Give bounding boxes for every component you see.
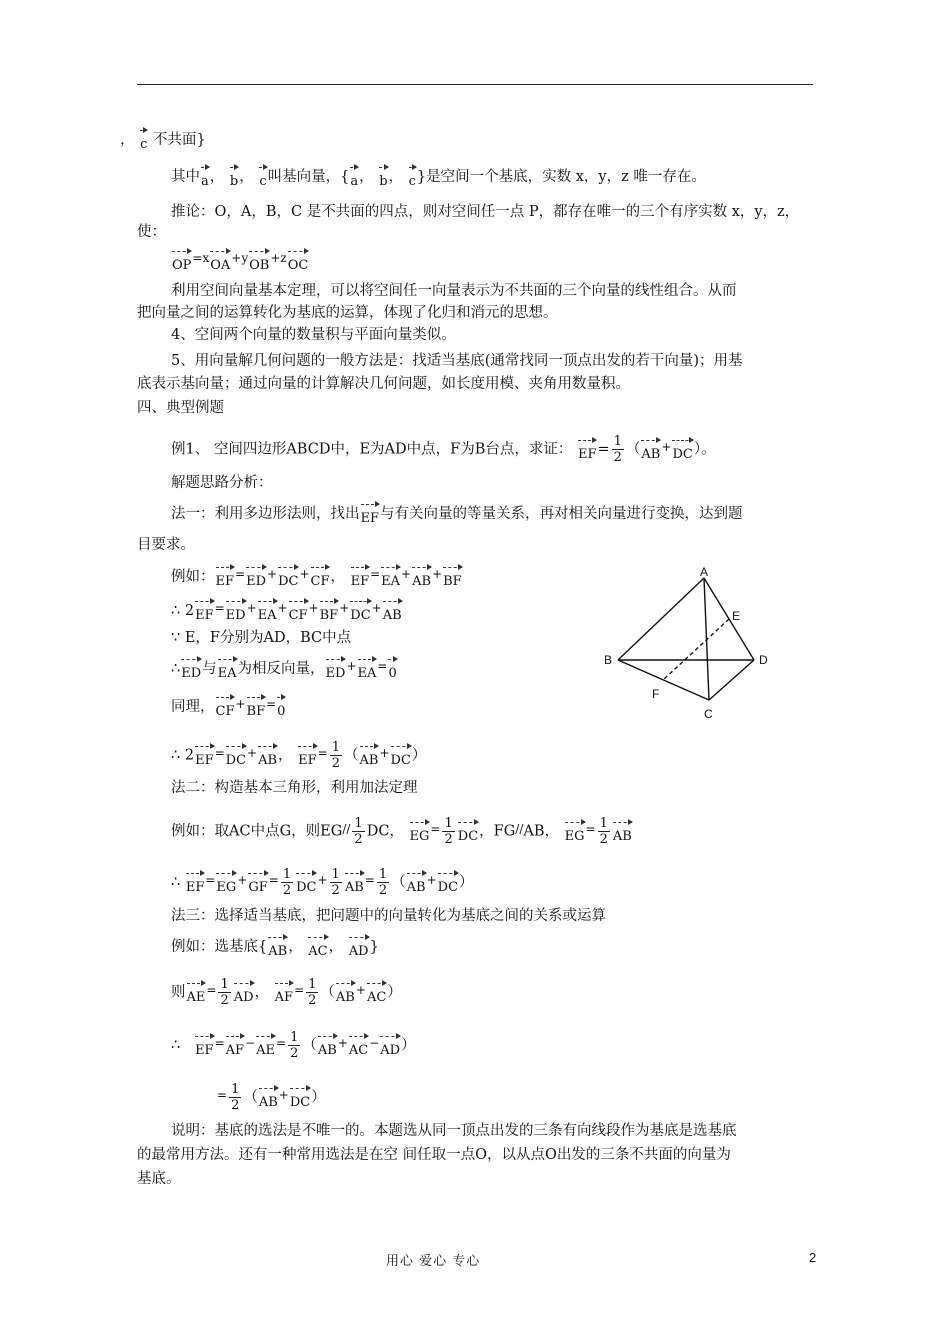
label-d: D [759,653,768,667]
vector-symbol: DC [225,751,247,771]
segment-ef [663,619,729,680]
text-line-9: 5、用向量解几何问题的一般方法是：找适当基底(通常找同一顶点出发的若干向量)；用基 [171,353,743,369]
vector-symbol: AB [317,1041,338,1061]
text-line-3: 推论：O，A，B，C 是不共面的四点，则对空间任一点 P，都存在唯一的三个有序实数 x，y，z， [171,204,800,220]
vector-symbol: c [408,172,417,192]
vector-symbol: AB [359,751,380,771]
formula-m1-2: ∴ 2EF=ED+EA+CF+BF+DC+AB [171,601,403,622]
text-line-4: 使： [137,224,166,240]
vector-symbol: BF [319,606,340,626]
vector-symbol: DC [671,445,693,465]
vector-symbol: AE [255,1041,276,1061]
header-rule [137,84,813,85]
fraction-half: $\frac{1}{2}$ [599,816,608,847]
formula-m1-4: ∴ED与EA为相反向量，ED+EA=0 [171,659,398,680]
text-line-13: 解题思路分析： [171,475,273,491]
text-line-15: 目要求。 [137,537,195,553]
vector-symbol: EA [217,664,238,684]
vector-symbol: EA [357,664,378,684]
method-2: 法二：构造基本三角形，利用加法定理 [171,780,418,796]
example-1: 例1、 空间四边形ABCD中，E为AD中点，F为B台点，求证： EF= $\frac{1}{2}$ （AB+DC）。 [171,434,716,465]
vector-symbol: AB [335,988,356,1008]
text-line-1: ， c 不共面} [120,130,206,151]
vector-symbol: DC [277,572,299,592]
vector-symbol: AB [267,942,288,962]
fraction-half: $\frac{1}{2}$ [354,816,363,847]
vector-symbol: AE [186,988,207,1008]
fraction-half: $\frac{1}{2}$ [220,977,229,1008]
vector-symbol: EF [194,606,215,626]
formula-m2-2: ∴ EF=EG+GF= $\frac{1}{2}$ DC+ $\frac{1}{2}$ AB= $\frac{1}{2}$ （AB+DC） [171,867,474,898]
formula-m3-2: 则AE= $\frac{1}{2}$ AD， AF= $\frac{1}{2}$ （AB+AC） [171,977,402,1008]
vector-symbol: ED [180,664,202,684]
vector-symbol: DC [390,751,412,771]
label-e: E [732,609,741,623]
vector-symbol: OP [171,256,192,276]
text-line-10: 底表示基向量；通过向量的计算解决几何问题，如长度用模、夹角用数量积。 [137,376,630,392]
vector-symbol: GF [247,878,268,898]
formula-op: $OP^{=x}OA^{+y}OB^{+z}OC$ [171,251,309,272]
vector-symbol: AB [406,878,427,898]
vector-symbol: a [200,172,210,192]
vector-symbol: OC [287,256,310,276]
vector-symbol: EF [360,509,381,529]
vector-symbol: b [378,172,388,192]
formula-m3-3: ∴ EF=AF−AE= $\frac{1}{2}$ （AB+AC−AD） [171,1030,416,1061]
vector-symbol: AB [258,1093,279,1113]
page-number: 2 [809,1250,817,1265]
vector-symbol: EF [577,445,598,465]
text-line-8: 4、空间两个向量的数量积与平面向量类似。 [171,327,456,343]
text-line-2: 其中a， b， c叫基向量，{a， b， c}是空间一个基底，实数 x，y，z 唯一存在。 [171,167,706,188]
vector-symbol: AD [233,988,255,1008]
vector-symbol: EF [297,751,318,771]
vector-symbol: ED [245,572,267,592]
formula-m3-4: = $\frac{1}{2}$ （AB+DC） [217,1082,326,1113]
note-line-2: 的最常用方法。还有一种常用选法是在空 间任取一点O，以从点O出发的三条不共面的向量为 [137,1147,731,1163]
vector-symbol: EF [185,878,206,898]
tetrahedron-figure [596,560,786,730]
label-c: C [704,707,713,721]
vector-symbol: CF [288,606,309,626]
text-line-18: ∵ E，F分别为AD，BC中点 [171,630,352,646]
section-heading: 四、典型例题 [137,400,224,416]
vector-symbol: AF [225,1041,245,1061]
vector-symbol: b [229,172,239,192]
vector-symbol: AB [612,827,633,847]
vector-symbol: BF [442,572,463,592]
vector-symbol: ED [225,606,247,626]
vector-symbol: BF [246,702,267,722]
vector-symbol: EG [409,827,431,847]
vector-symbol: ED [325,664,347,684]
vector-symbol: DC [289,1093,311,1113]
vector-symbol: EG [564,827,586,847]
formula-m2-1: 例如：取AC中点G，则EG// $\frac{1}{2}$ DC， EG= $\frac{1}{2}$ DC，FG//AB， EG= $\frac{1}{2}$ AB [171,816,632,847]
vector-symbol: DC [457,827,479,847]
fraction-half: $\frac{1}{2}$ [378,867,388,898]
vector-symbol: AF [274,988,294,1008]
fraction-half: $\frac{1}{2}$ [331,740,341,771]
vector-symbol: EG [215,878,237,898]
vector-symbol: EA [257,606,278,626]
fraction-half: $\frac{1}{2}$ [282,867,292,898]
method-1: 法一：利用多边形法则，找出EF与有关向量的等量关系，再对相关向量进行变换，达到题 [171,504,743,525]
vector-symbol: OA [209,256,231,276]
vector-symbol: OB [248,256,270,276]
note-line-3: 基底。 [137,1171,181,1187]
vector-symbol: CF [310,572,331,592]
vector-symbol: DC [295,878,317,898]
vector-symbol: a [349,172,359,192]
vector-symbol: 0 [276,702,286,722]
vector-symbol: AD [348,942,370,962]
method-3: 法三：选择适当基底，把问题中的向量转化为基底之间的关系或运算 [171,908,606,924]
vector-symbol: EF [350,572,371,592]
vector-symbol: AB [257,751,278,771]
edge-bc [618,660,709,700]
vector-symbol: c [139,135,148,155]
vector-symbol: c [258,172,267,192]
footer-text: 用心 爱心 专心 [386,1254,481,1269]
vector-symbol: AB [382,606,403,626]
vector-symbol: AC [348,1041,369,1061]
fraction-half: $\frac{1}{2}$ [231,1082,240,1113]
vector-symbol: DC [349,606,371,626]
vector-symbol: EF [215,572,236,592]
fraction-half: $\frac{1}{2}$ [290,1030,299,1061]
text-line-6: 利用空间向量基本定理，可以将空间任一向量表示为不共面的三个向量的线性组合。从而 [171,283,737,299]
vector-symbol: AB [411,572,432,592]
label-f: F [652,687,660,701]
vector-symbol: EA [380,572,401,592]
vector-symbol: CF [215,702,236,722]
fraction-half: $\frac{1}{2}$ [613,434,622,465]
fraction-half: $\frac{1}{2}$ [331,867,340,898]
label-a: A [700,565,709,579]
vector-symbol: AD [379,1041,401,1061]
vector-symbol: EF [194,1041,215,1061]
vector-symbol: 0 [387,664,397,684]
vector-symbol: EF [194,751,215,771]
fraction-half: $\frac{1}{2}$ [308,977,317,1008]
fraction-half: $\frac{1}{2}$ [444,816,453,847]
vector-symbol: AC [307,942,328,962]
formula-m3-1: 例如：选基底{AB， AC， AD} [171,937,379,958]
formula-m1-6: ∴ 2EF=DC+AB， EF= $\frac{1}{2}$ （AB+DC） [171,740,427,771]
vector-symbol: AC [366,988,387,1008]
formula-m1-1: 例如：EF=ED+DC+CF， EF=EA+AB+BF [171,567,463,588]
note-line-1: 说明：基底的选法是不唯一的。本题选从同一顶点出发的三条有向线段作为基底是选基底 [171,1123,737,1139]
vector-symbol: DC [437,878,459,898]
edge-ab [618,578,704,660]
edge-dc [709,660,754,700]
formula-m1-5: 同理，CF+BF=0 [171,697,286,718]
vector-symbol: AB [344,878,365,898]
vector-symbol: AB [640,445,661,465]
label-b: B [604,653,613,667]
text-line-7: 把向量之间的运算转化为基底的运算，体现了化归和消元的思想。 [137,305,558,321]
